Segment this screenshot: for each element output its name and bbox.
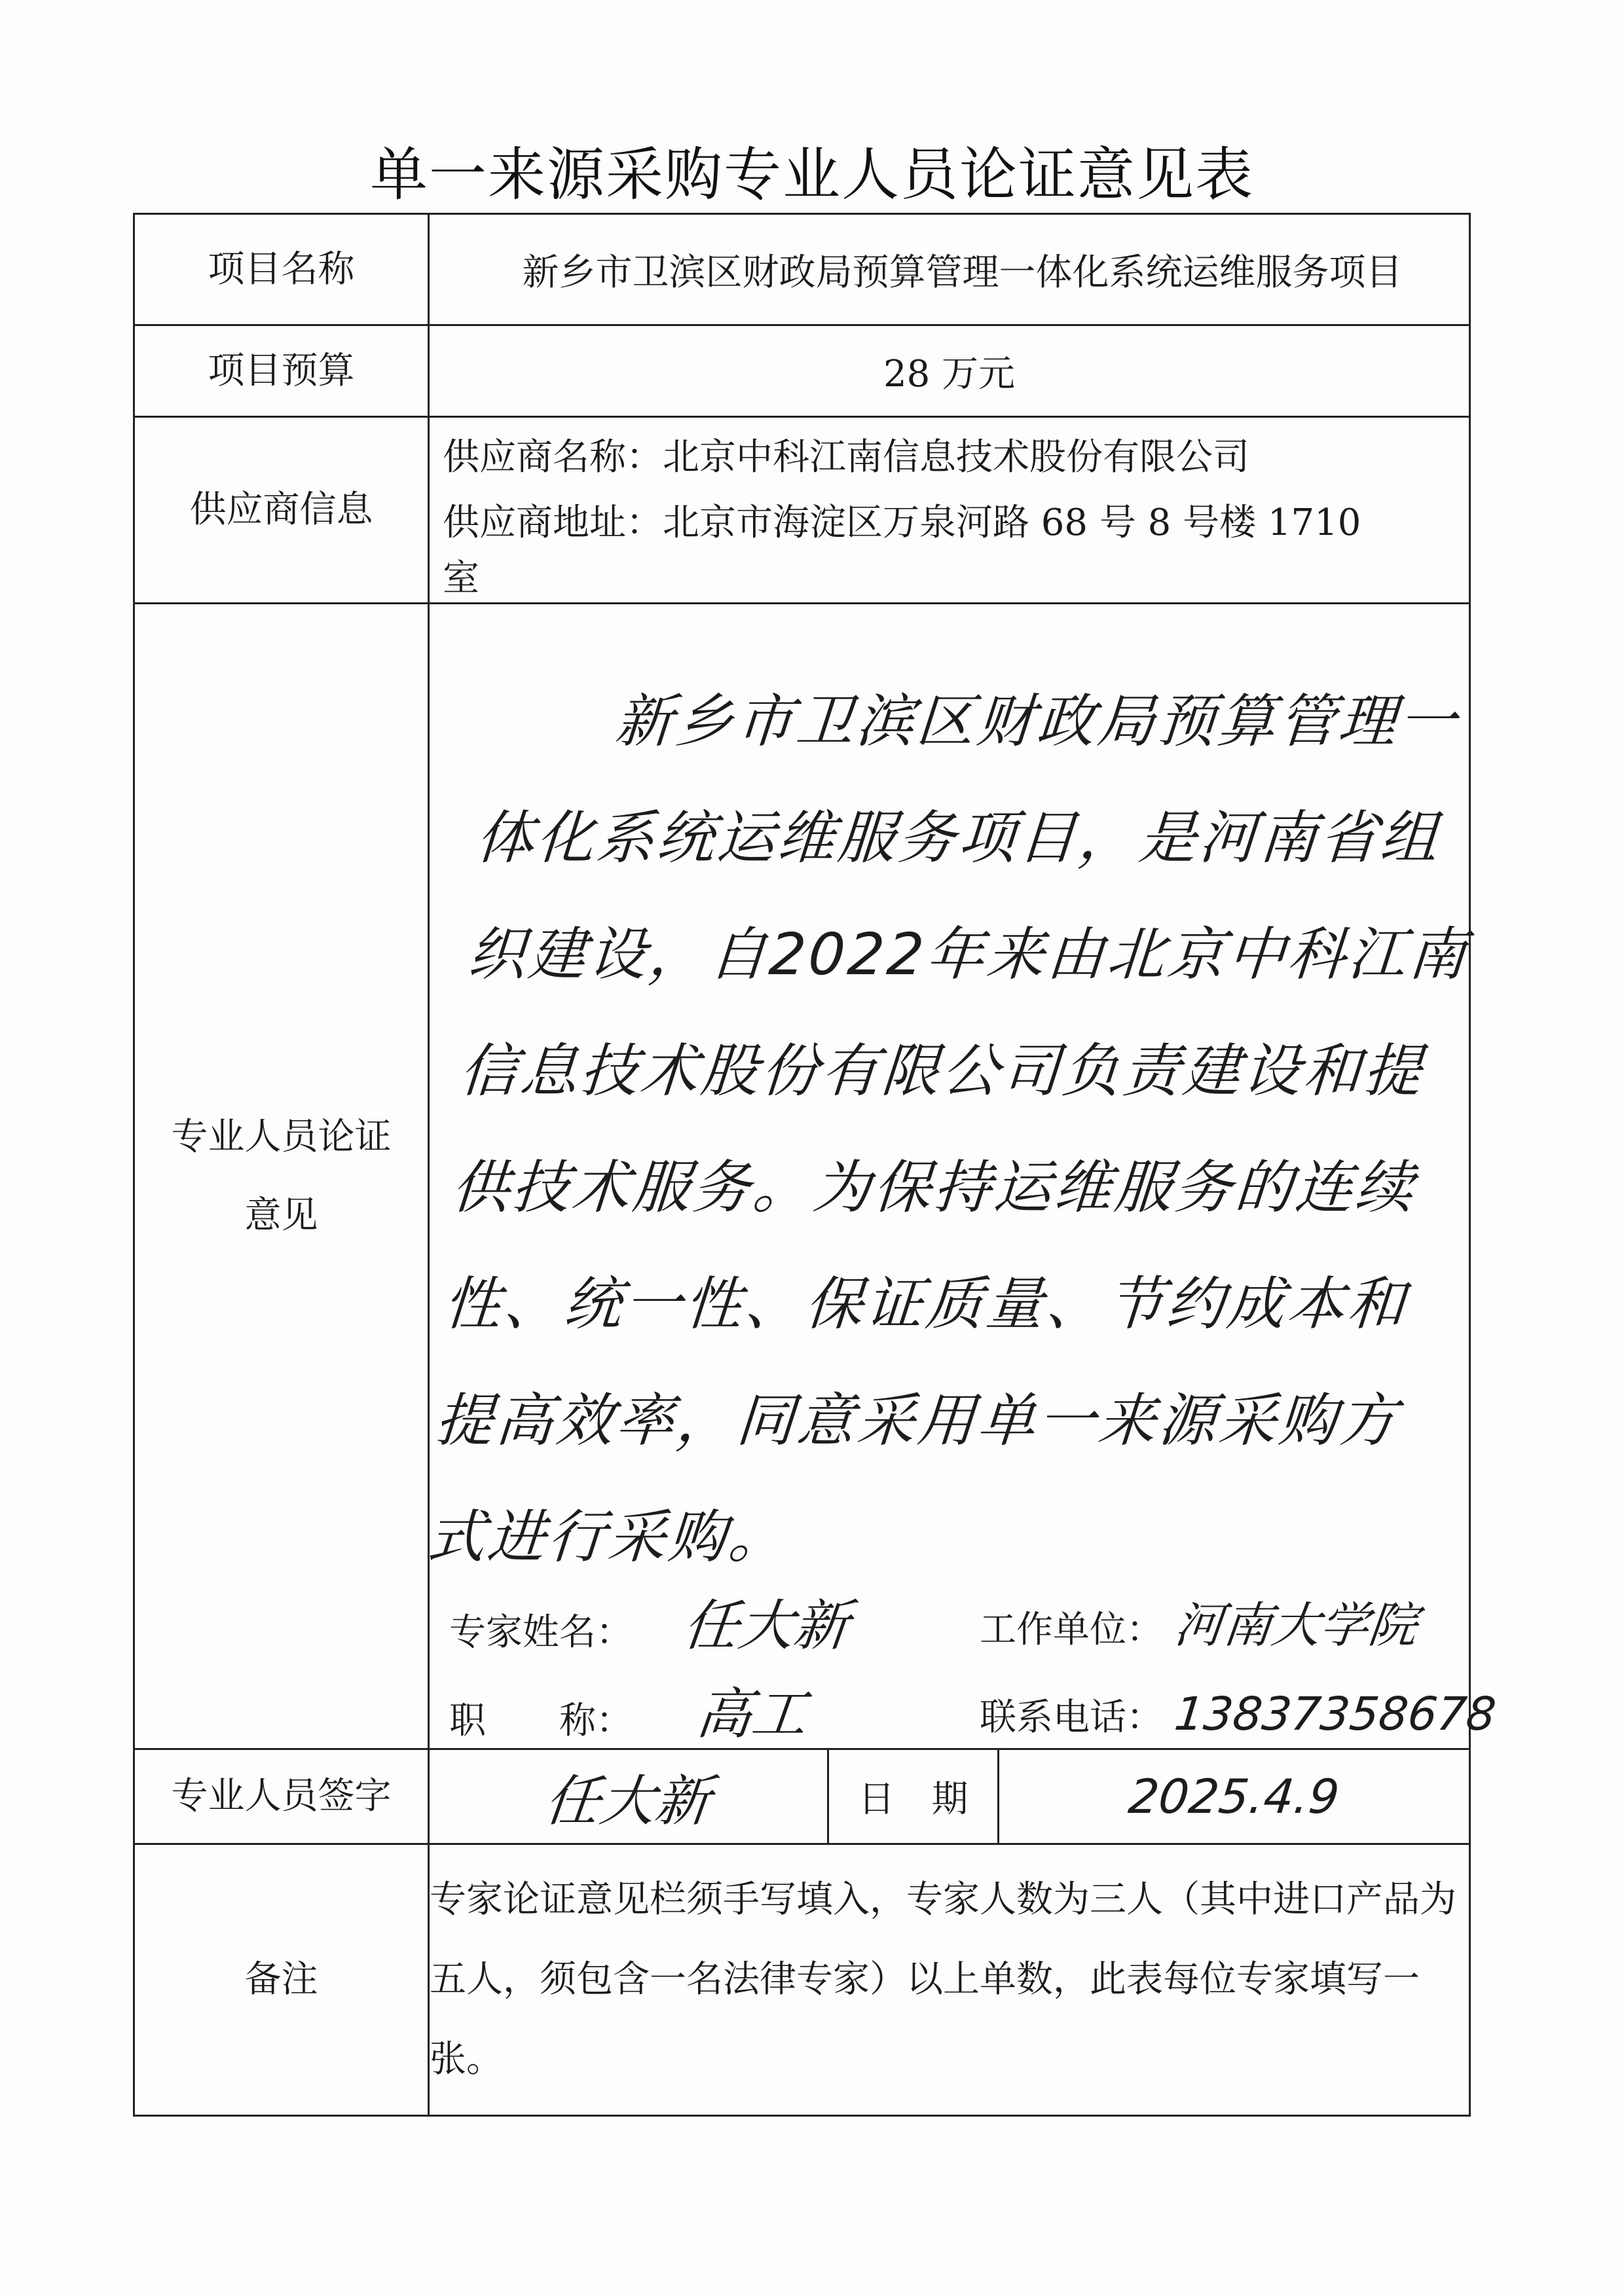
opinion-label-line-2: 意见 <box>244 1194 318 1237</box>
expert-name-value: 任大新 <box>680 1594 852 1658</box>
opinion-content <box>424 604 1499 1749</box>
handwritten-opinion: 新乡市卫滨区财政局预算管理一体化系统运维服务项目，是河南省组织建设，自2022年来由北京中科江南信息技术股份有限公司负责建设和提供技术服务。为保持运维服务的连续性、统一性、保证质量、节约成本和提高效率，同意采用单一来源采购方式进行采购。 <box>424 687 1471 1571</box>
row-signature <box>134 1749 1470 1844</box>
budget-value: 28 万元 <box>429 325 1470 417</box>
date-label: 日 期 <box>828 1749 999 1844</box>
opinion-label-line-1: 专业人员论证 <box>171 1115 392 1158</box>
signature-value: 任大新 <box>542 1768 714 1833</box>
supplier-info <box>429 417 1470 604</box>
title-row <box>449 1675 810 1753</box>
date-value: 2025.4.9 <box>1126 1769 1342 1824</box>
signature-cell <box>429 1749 828 1844</box>
supplier-label: 供应商信息 <box>134 417 429 604</box>
page-title: 单一来源采购专业人员论证意见表 <box>369 141 1254 208</box>
signature-label: 专业人员签字 <box>134 1749 429 1844</box>
phone-value: 13837358678 <box>1172 1687 1499 1741</box>
row-budget <box>134 325 1470 417</box>
supplier-name: 供应商名称：北京中科江南信息技术股份有限公司 <box>443 436 1249 479</box>
row-project-name <box>134 214 1470 325</box>
supplier-address-cont: 室 <box>443 557 479 600</box>
row-remarks <box>134 1844 1470 2116</box>
project-name-value: 新乡市卫滨区财政局预算管理一体化系统运维服务项目 <box>429 214 1470 325</box>
work-unit-label: 工作单位： <box>980 1609 1163 1651</box>
title-value: 高工 <box>693 1682 810 1746</box>
row-opinion <box>134 604 1470 1749</box>
expert-name-label: 专家姓名： <box>449 1611 633 1654</box>
project-name-label: 项目名称 <box>134 214 429 325</box>
budget-label: 项目预算 <box>134 325 429 417</box>
supplier-address: 供应商地址：北京市海淀区万泉河路 68 号 8 号楼 1710 <box>443 501 1361 544</box>
work-unit-value: 河南大学院 <box>1172 1597 1420 1654</box>
title-label: 职 称： <box>449 1700 633 1742</box>
work-unit-row <box>980 1586 1420 1665</box>
phone-label: 联系电话： <box>980 1696 1163 1739</box>
remarks-label: 备注 <box>134 1844 429 2116</box>
opinion-label <box>134 604 429 1749</box>
form-table <box>133 213 1499 2117</box>
phone-row <box>980 1675 1499 1753</box>
remarks-text: 专家论证意见栏须手写填入，专家人数为三人（其中进口产品为五人，须包含一名法律专家）以上单数，此表每位专家填写一张。 <box>429 1844 1470 2116</box>
date-cell <box>999 1749 1470 1844</box>
expert-name-row <box>449 1586 852 1665</box>
row-supplier <box>134 417 1470 604</box>
